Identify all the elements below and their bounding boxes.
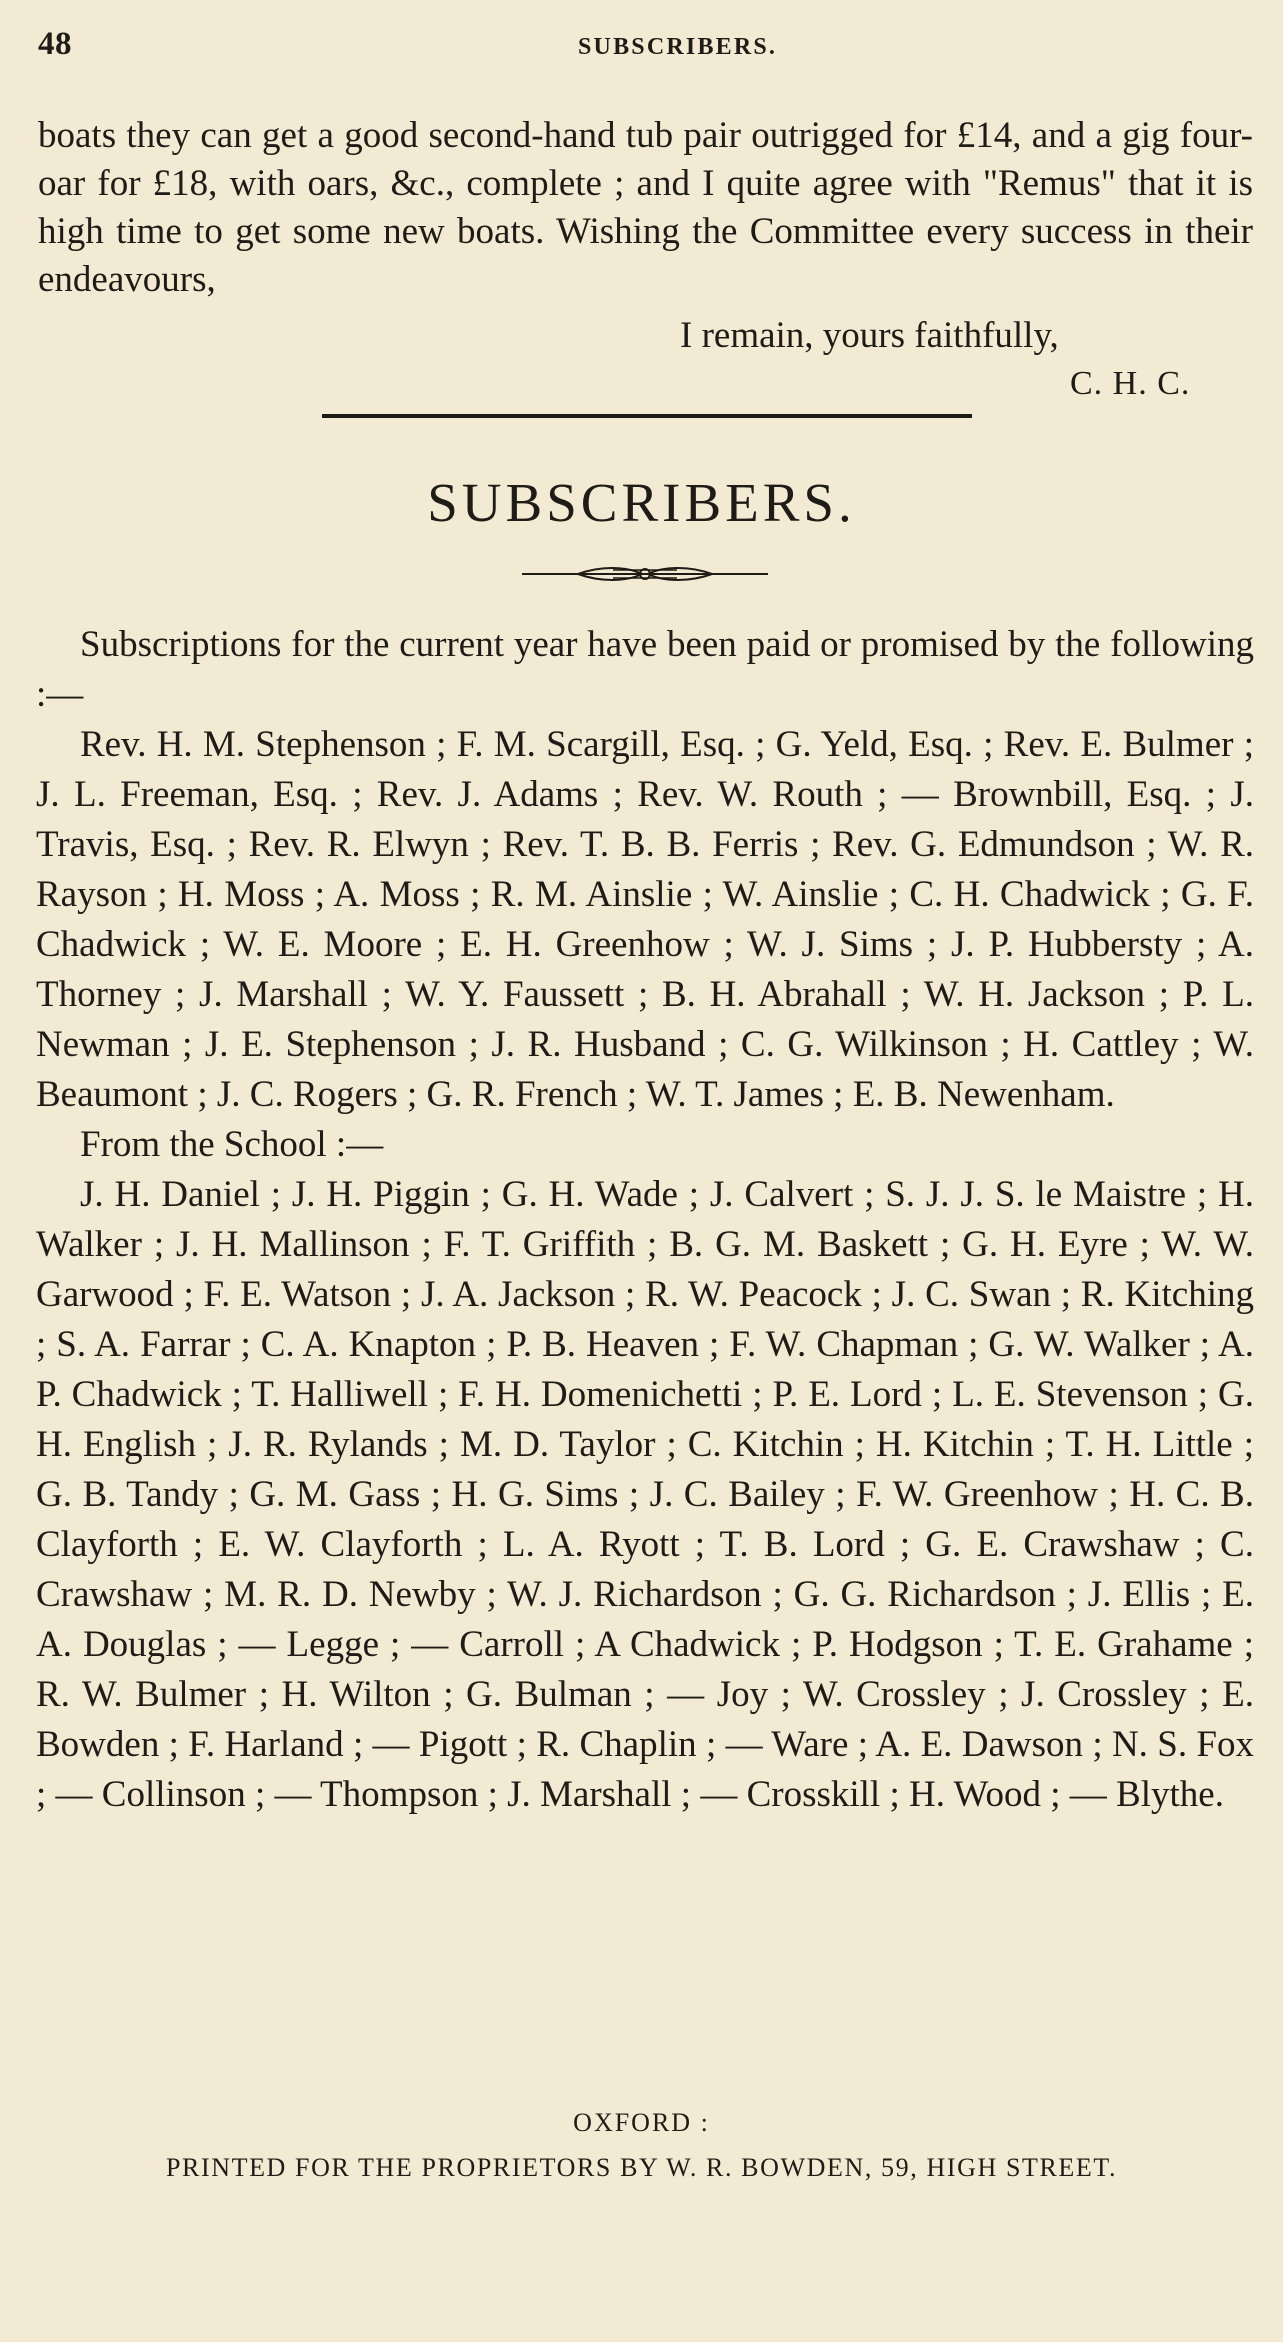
non-school-subscribers: Rev. H. M. Stephenson ; F. M. Scargill, Esq. ; G. Yeld, Esq. ; Rev. E. Bulmer ; J. L. Freeman, Esq. ; Rev. J. Adams ; Rev. W. Routh ; — Brownbill, Esq. ; J. Travis, Esq. ; Rev. R. Elwyn ; Rev. T. B. B. Ferris ; Rev. G. Edmundson ; W. R. Rayson ; H. Moss ; A. Moss ; R. M. Ainslie ; W. Ainslie ; C. H. Chadwick ; G. F. Chadwick ; W. E. Moore ; E. H. Greenhow ; W. J. Sims ; J. P. Hubbersty ; A. Thorney ; J. Marshall ; W. Y. Faussett ; B. H. Abrahall ; W. H. Jackson ; P. L. Newman ; J. E. Stephenson ; J. R. Husband ; C. G. Wilkinson ; H. Cattley ; W. Beaumont ; J. C. Rogers ; G. R. French ; W. T. James ; E. B. Newenham. [36, 724, 1254, 1115]
section-divider-rule [322, 414, 972, 418]
printer-city: OXFORD : [573, 2108, 710, 2137]
running-head: SUBSCRIBERS. [578, 34, 778, 60]
letter-closing: I remain, yours faithfully, [680, 315, 1059, 356]
ornamental-divider-icon [520, 564, 770, 584]
subscriptions-intro: Subscriptions for the current year have been paid or promised by the following :— [36, 624, 1254, 715]
letter-signature: C. H. C. [1070, 365, 1191, 402]
letter-body: boats they can get a good second-hand tub pair outrigged for £14, and a gig four-oar for £18, with oars, &c., complete ; and I quite agree with "Remus" that it is high time to get some new boats. Wishing the Committee every success in their endeavours, [38, 115, 1253, 300]
page-header [38, 24, 1255, 64]
section-title: SUBSCRIBERS. [427, 472, 856, 533]
school-subscribers: J. H. Daniel ; J. H. Piggin ; G. H. Wade ; J. Calvert ; S. J. J. S. le Maistre ; H. Walker ; J. H. Mallinson ; F. T. Griffith ; B. G. M. Baskett ; G. H. Eyre ; W. W. Garwood ; F. E. Watson ; J. A. Jackson ; R. W. Peacock ; J. C. Swan ; R. Kitching ; S. A. Farrar ; C. A. Knapton ; P. B. Heaven ; F. W. Chapman ; G. W. Walker ; A. P. Chadwick ; T. Halliwell ; F. H. Domenichetti ; P. E. Lord ; L. E. Stevenson ; G. H. English ; J. R. Rylands ; M. D. Taylor ; C. Kitchin ; H. Kitchin ; T. H. Little ; G. B. Tandy ; G. M. Gass ; H. G. Sims ; J. C. Bailey ; F. W. Greenhow ; H. C. B. Clayforth ; E. W. Clayforth ; L. A. Ryott ; T. B. Lord ; G. E. Crawshaw ; C. Crawshaw ; M. R. D. Newby ; W. J. Richardson ; G. G. Richardson ; J. Ellis ; E. A. Douglas ; — Legge ; — Carroll ; A Chadwick ; P. Hodgson ; T. E. Grahame ; R. W. Bulmer ; H. Wilton ; G. Bulman ; — Joy ; W. Crossley ; J. Crossley ; E. Bowden ; F. Harland ; — Pigott ; R. Chaplin ; — Ware ; A. E. Dawson ; N. S. Fox ; — Collinson ; — Thompson ; J. Marshall ; — Crosskill ; H. Wood ; — Blythe. [36, 1174, 1254, 1815]
letter-conclusion [38, 112, 1253, 304]
school-subscribers-intro: From the School :— [80, 1124, 384, 1165]
page-number: 48 [38, 25, 72, 62]
printer-imprint: PRINTED FOR THE PROPRIETORS BY W. R. BOWDEN, 59, HIGH STREET. [165, 2153, 1118, 2182]
subscriber-list-section [36, 620, 1254, 1820]
